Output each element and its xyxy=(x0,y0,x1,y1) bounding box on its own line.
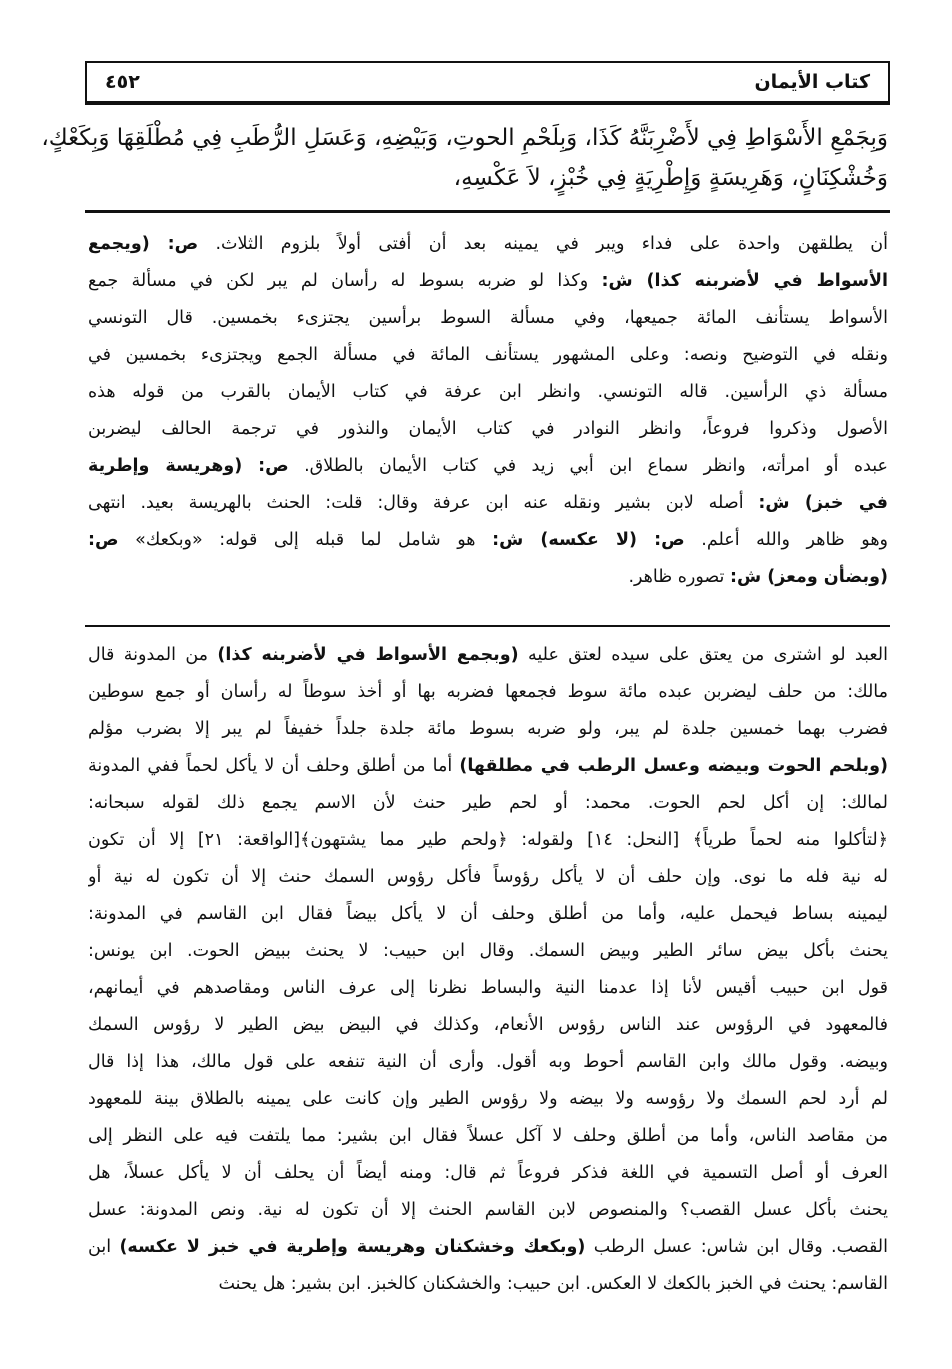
commentary-line xyxy=(88,637,888,674)
commentary-line xyxy=(88,896,888,933)
divider xyxy=(85,625,890,627)
commentary-text: الأصول وذكروا فروعاً، وانظر النوادر في كتاب الأيمان والنذور في ترجمة الحالف ليضربن xyxy=(88,419,888,439)
quoted-text-bold: ص: (لا عكسه) ش: xyxy=(492,530,685,550)
commentary-line xyxy=(88,1118,888,1155)
quoted-text-bold: (وبلحم الحوت وبيضه وعسل الرطب في مطلقها) xyxy=(459,756,888,776)
commentary-block-2 xyxy=(88,637,888,1303)
commentary-text: الأسواط يستأنف المائة جميعها، وفي مسألة السوط برأسين يجتزىء بخمسين. قال التونسي xyxy=(88,308,888,328)
commentary-text: من مقاصد الناس، وأما من أطلق وحلف لا آكل عسلاً فقال ابن بشير: مما يلتفت فيه على النظر إلى xyxy=(88,1126,888,1146)
commentary-text: له نية فله ما نوى. وإن حلف أن لا يأكل رؤوساً فأكل رؤوس السمك حنث إلا أن تكون له نية أو xyxy=(88,867,888,887)
commentary-line xyxy=(88,748,888,785)
commentary-line xyxy=(88,674,888,711)
commentary-text: أما من أطلق وحلف أن لا يأكل لحماً ففي المدونة xyxy=(88,756,460,776)
commentary-text: مالك: من حلف ليضربن عبده مائة سوط فجمعها فضربه بها أو أخذ سوطاً له رأسان أو جمع سوطين xyxy=(88,682,888,702)
commentary-text: القاسم: يحنث في الخبز بالكعك لا العكس. ابن حبيب: والخشكنان كالخبز. ابن بشير: هل يحنث xyxy=(218,1274,888,1294)
commentary-text: فالمعهود في الرؤوس عند الناس رؤوس الأنعام، وكذلك في البيض بيض الطير لا رؤوس السمك xyxy=(88,1015,888,1035)
commentary-text: ابن xyxy=(88,1237,120,1257)
commentary-text: ونقله في التوضيح ونصه: وعلى المشهور يستأنف المائة في مسألة الجمع ويجتزىء بخمسين في xyxy=(88,345,888,365)
commentary-line xyxy=(88,411,888,448)
commentary-line xyxy=(88,522,888,559)
commentary-text: من المدونة قال xyxy=(88,645,218,665)
commentary-line xyxy=(88,374,888,411)
commentary-text: عبده أو امرأته، وانظر سماع ابن أبي زيد في كتاب الأيمان بالطلاق. xyxy=(288,456,888,476)
commentary-text: لم أرد لحم السمك ولا رؤوسه ولا بيضه ولا رؤوس الطير وإن كانت على يمينه بالطلاق بينة للمعهود xyxy=(88,1089,888,1109)
commentary-text: ليمينه بساط فيحمل عليه، وأما من أطلق وحلف أن لا يأكل بيضاً فقال ابن القاسم في المدونة: xyxy=(88,904,888,924)
quoted-text-bold: (وبكعك وخشكنان وهريسة وإطرية في خبز لا عكسه) xyxy=(119,1237,586,1257)
commentary-text: فضرب بهما خمسين جلدة لم يبر، ولو ضربه بسوط مائة جلدة جلداً خفيفاً لم يبر إلا بضرب مؤلم xyxy=(88,719,888,739)
commentary-line xyxy=(88,933,888,970)
commentary-line xyxy=(88,1229,888,1266)
main-text-line: وَبِجَمْعِ الأَسْوَاطِ فِي لأَضْرِبَنَّهُ كَذَا، وَبِلَحْمِ الحوتِ، وَبَيْضِهِ، وَعَسَلِ الرُّطَبِ فِي مُطْلَقِهَا وَبِكَعْكٍ، xyxy=(41,125,888,151)
commentary-line xyxy=(88,559,888,596)
commentary-line xyxy=(88,970,888,1007)
commentary-line xyxy=(88,1266,888,1303)
quoted-text-bold: (وبجمع الأسواط في لأضربنه كذا) xyxy=(217,645,519,665)
commentary-text: العبد لو اشترى من يعتق على سيده لعتق عليه xyxy=(518,645,888,665)
commentary-line xyxy=(88,485,888,522)
commentary-text: مسألة ذي الرأسين. قاله التونسي. وانظر ابن عرفة في كتاب الأيمان بالقرب من قوله هذه xyxy=(88,382,888,402)
commentary-line xyxy=(88,711,888,748)
commentary-text: قول ابن حبيب أقيس لأنا إذا عدمنا النية والبساط نظرنا إلى عرف الناس ومقاصدهم في أيمانهم، xyxy=(88,978,888,998)
commentary-text: وكذا لو ضربه بسوط له رأسان لم يبر لكن في مسألة جمع xyxy=(88,271,602,291)
commentary-text: وبيضه. وقول مالك وابن القاسم أحوط وبه أقول. وأرى أن النية تنفعه على قول مالك، هذا إذا قال xyxy=(88,1052,888,1072)
chapter-title: كتاب الأيمان xyxy=(754,71,870,93)
commentary-text: ﴿لتأكلوا منه لحماً طرياً﴾ [النحل: ١٤] ولقوله: ﴿ولحم طير مما يشتهون﴾[الواقعة: ٢١] إلا أن تكون xyxy=(88,830,888,850)
commentary-text: يحنث بأكل عسل القصب؟ والمنصوص لابن القاسم الحنث إلا أن تكون له نية. ونص المدونة: عسل xyxy=(88,1200,888,1220)
commentary-line xyxy=(88,822,888,859)
commentary-text: يحنث بأكل بيض سائر الطير وبيض السمك. وقال ابن حبيب: لا يحنث ببيض الحوت. ابن يونس: xyxy=(88,941,888,961)
commentary-text: تصوره ظاهر. xyxy=(628,567,730,587)
commentary-line xyxy=(88,1155,888,1192)
commentary-line xyxy=(88,785,888,822)
quoted-text-bold: في خبز) ش: xyxy=(758,493,888,513)
quoted-text-bold: ص: (وهريسة وإطرية xyxy=(88,456,289,476)
quoted-text-bold: الأسواط في لأضربنه كذا) ش: xyxy=(601,271,888,291)
page-number: ٤٥٢ xyxy=(105,71,140,93)
commentary-line xyxy=(88,263,888,300)
commentary-text: وهو ظاهر والله أعلم. xyxy=(684,530,888,550)
running-header xyxy=(85,61,890,105)
commentary-line xyxy=(88,337,888,374)
main-text-line: وَخُشْكِنَانٍ، وَهَرِيسَةٍ وَإِطْرِيَةٍ فِي خُبْزٍ، لاَ عَكْسِهِ، xyxy=(453,165,888,191)
commentary-text: أن يطلقهن واحدة على فداء ويبر في يمينه بعد أن أفتى أولاً بلزوم الثلاث. xyxy=(198,234,888,254)
commentary-line xyxy=(88,859,888,896)
commentary-line xyxy=(88,300,888,337)
main-text xyxy=(41,118,888,198)
commentary-text: هو شامل لما قبله إلى قوله: «وبكعك» xyxy=(118,530,493,550)
commentary-line xyxy=(88,1192,888,1229)
commentary-text: أصله لابن بشير ونقله عنه ابن عرفة وقال: قلت: الحنث بالهريسة بعيد. انتهى xyxy=(88,493,759,513)
quoted-text-bold: (وبضأن ومعز) ش: xyxy=(729,567,888,587)
divider xyxy=(85,210,890,213)
commentary-text: العرف أو أصل التسمية في اللغة فذكر فروعاً ثم قال: ومنه أيضاً أن يحلف أن لا يأكل عسلاً، هل xyxy=(88,1163,888,1183)
commentary-block-1 xyxy=(88,226,888,596)
commentary-line xyxy=(88,448,888,485)
commentary-line xyxy=(88,1044,888,1081)
commentary-text: لمالك: إن أكل لحم الحوت. محمد: أو لحم طير حنث لأن الاسم يجمع ذلك لقوله سبحانه: xyxy=(88,793,888,813)
commentary-line xyxy=(88,1007,888,1044)
commentary-text: القصب. وقال ابن شاس: عسل الرطب xyxy=(585,1237,888,1257)
commentary-line xyxy=(88,226,888,263)
quoted-text-bold: ص: xyxy=(88,530,119,550)
commentary-line xyxy=(88,1081,888,1118)
quoted-text-bold: ص: (ويجمع xyxy=(88,234,199,254)
